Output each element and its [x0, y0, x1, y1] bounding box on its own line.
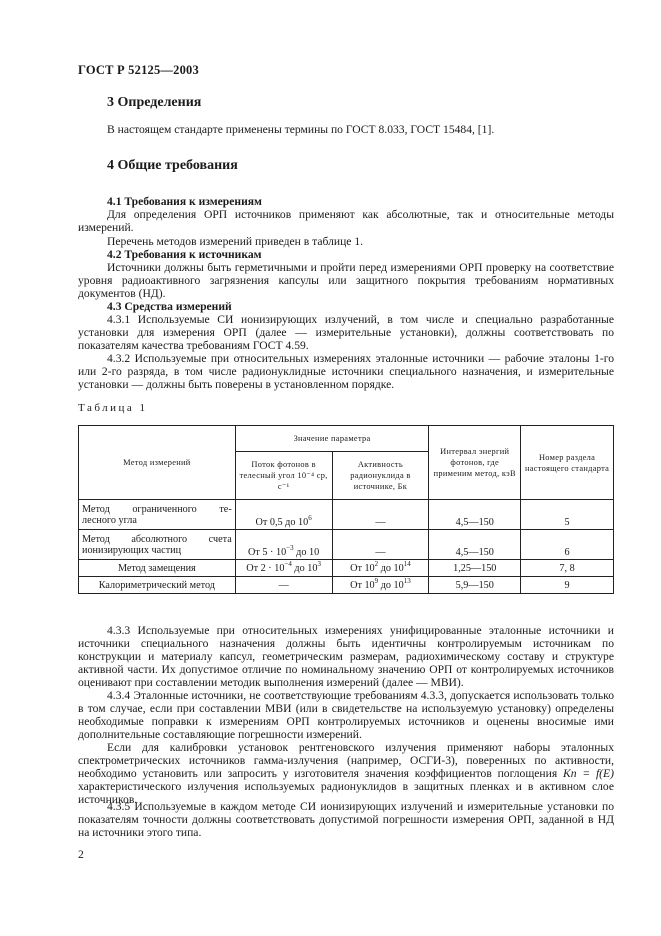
cell-activity: — [332, 530, 429, 560]
cell-method: Метод замещения [79, 560, 236, 577]
cell-section: 6 [521, 530, 614, 560]
cell-flux: От 0,5 до $10^6$ [235, 500, 332, 530]
section-3-text: В настоящем стандарте применены термины по ГОСТ 8.033, ГОСТ 15484, [1]. [107, 123, 495, 136]
header-flux: Поток фотонов в телесный угол 10⁻⁴ ср, с⁻¹ [235, 452, 332, 500]
cell-flux: От $2 \cdot 10^{-4}$ до $10^3$ [235, 560, 332, 577]
header-section: Номер раздела настоящего стандарта [521, 426, 614, 500]
header-activity: Активность радионуклида в источнике, Бк [332, 452, 429, 500]
section-4-title: 4 Общие требования [107, 158, 238, 173]
cell-energy: 4,5—150 [429, 530, 521, 560]
absorption-coefficient: Kп = f(E) [562, 767, 614, 780]
clause-4-3-2: 4.3.2 Используемые при относительных измерениях эталонные источники — рабочие эталоны 1-го или 2-го разряда, в том числе радионуклидные источники специального назначения, и измерительные установки — должны быть поверены в установленном порядке. [78, 352, 614, 391]
cell-energy: 5,9—150 [429, 577, 521, 594]
subsection-4-2-title: 4.2 Требования к источникам [107, 248, 262, 261]
subsection-4-1-table-ref: Перечень методов измерений приведен в таблице 1. [107, 235, 364, 248]
cell-energy: 4,5—150 [429, 500, 521, 530]
clause-4-3-5: 4.3.5 Используемые в каждом методе СИ ионизирующих излучений и измерительные установки по показателям точности должны соответствовать допустимой погрешности измерения ОРП, заданной в НД на источники этого типа. [78, 800, 614, 839]
methods-table [78, 425, 614, 594]
cell-method: Калориметрический метод [79, 577, 236, 594]
header-parameter: Значение параметра [235, 426, 429, 452]
section-3-title: 3 Определения [107, 95, 202, 110]
cell-energy: 1,25—150 [429, 560, 521, 577]
cell-activity: — [332, 500, 429, 530]
table-row [79, 577, 614, 594]
clause-4-3-4-calibration: Если для калибровки установок рентгеновского излучения применяют наборы эталонных спектрометрических источников гамма-излучения (например, ОСГИ-3), поверенных по активности, необходимо установить или запросить у изготовителя значения коэффициентов поглощения Kп = f(E) характеристического излучения используемых радионуклидов в защитных пленках и в активном слое источников. [78, 741, 614, 806]
cell-activity: От $10^9$ до $10^{13}$ [332, 577, 429, 594]
cell-activity: От $10^2$ до $10^{14}$ [332, 560, 429, 577]
subsection-4-1-paragraph: Для определения ОРП источников применяют как абсолютные, так и относительные методы измерений. [78, 208, 614, 234]
clause-4-3-4: 4.3.4 Эталонные источники, не соответствующие требованиям 4.3.3, допускается использовать только в том случае, если при составлении МВИ (или в свидетельстве на используемую установку) определены необходимые поправки к измерениям ОРП контролируемых источников и оценены вносимые ими дополнительные составляющие погрешности измерений. [78, 689, 614, 741]
cell-section: 5 [521, 500, 614, 530]
table-caption: Таблица 1 [78, 402, 148, 414]
cell-method: Метод ограниченного те- лесного угла [79, 500, 236, 530]
clause-4-3-1: 4.3.1 Используемые СИ ионизирующих излучений, в том числе и специально разработанные установки для измерения ОРП (далее — измерительные установки), должны соответствовать по показателям качества требованиям ГОСТ 4.59. [78, 313, 614, 352]
cell-flux: — [235, 577, 332, 594]
page-number: 2 [78, 848, 84, 861]
subsection-4-3-title: 4.3 Средства измерений [107, 300, 232, 313]
cell-section: 9 [521, 577, 614, 594]
document-header: ГОСТ Р 52125—2003 [78, 63, 199, 77]
subsection-4-2-paragraph: Источники должны быть герметичными и пройти перед измерениями ОРП проверку на соответствие уровня радиоактивного загрязнения капсулы или защитного покрытия требованиям нормативных документов (НД). [78, 261, 614, 300]
header-method: Метод измерений [79, 426, 236, 500]
header-energy: Интервал энергий фотонов, где применим метод, кэВ [429, 426, 521, 500]
clause-4-3-3: 4.3.3 Используемые при относительных измерениях унифицированные эталонные источники и источники специального назначения должны быть идентичны контролируемым источникам по конструкции и материалу капсул, геометрическим размерам, радиохимическому составу и структуре активной части. Их допустимое отличие по номинальному значению ОРП от контролируемых источников оценивают при составлении методик выполнения измерений (далее — МВИ). [78, 624, 614, 689]
table-row [79, 560, 614, 577]
table-row [79, 500, 614, 530]
cell-flux: От $5 \cdot 10^{-3}$ до 10 [235, 530, 332, 560]
cell-method: Метод абсолютного счета ионизирующих частиц [79, 530, 236, 560]
cell-section: 7, 8 [521, 560, 614, 577]
subsection-4-1-title: 4.1 Требования к измерениям [107, 195, 262, 208]
table-row [79, 530, 614, 560]
